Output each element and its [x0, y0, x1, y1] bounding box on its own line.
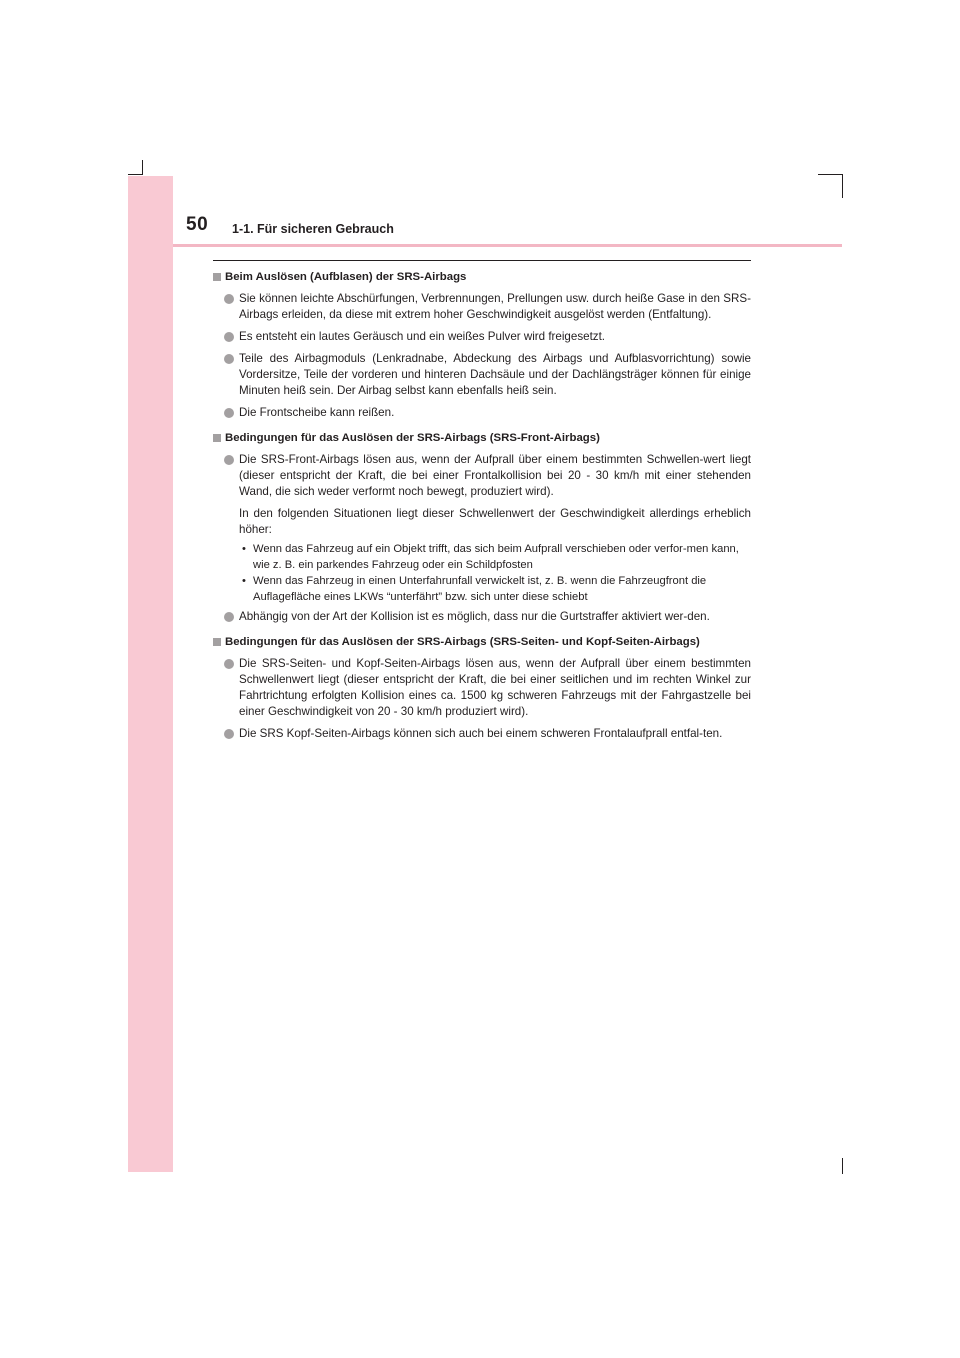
bullet-item [213, 351, 751, 399]
section-heading-text: Beim Auslösen (Aufblasen) der SRS-Airbags [225, 271, 467, 283]
bullet-text: Die Frontscheibe kann reißen. [239, 406, 395, 419]
round-bullet-icon [224, 354, 234, 364]
crop-mark-bottom-right [842, 1158, 843, 1174]
round-bullet-icon [224, 455, 234, 465]
bullet-item [213, 726, 751, 742]
bullet-item [213, 452, 751, 500]
crop-mark-top-right-vertical [842, 174, 843, 198]
crop-mark-top-left-vertical [142, 160, 143, 175]
bullet-item [213, 329, 751, 345]
sub-bullet-text: Wenn das Fahrzeug in einen Unterfahrunfall verwickelt ist, z. B. wenn die Fahrzeugfront die Auflagefläche eines LKWs “unterfährt” bzw. sich unter diese schiebt [253, 575, 707, 603]
square-bullet-icon [213, 638, 221, 646]
bullet-text: Die SRS-Front-Airbags lösen aus, wenn der Aufprall über einem bestimmten Schwellen-wert liegt (dieser entspricht der Kraft, die bei einer Frontalkollision bei 20 - 30 km/h mit einer stehenden Wand, die sich weder verformt noch bewegt, produziert wird). [239, 453, 751, 498]
round-bullet-icon [224, 294, 234, 304]
sub-bullet-text: Wenn das Fahrzeug auf ein Objekt trifft, das sich beim Aufprall verschieben oder verfor-men kann, wie z. B. ein parkendes Fahrzeug oder ein Schildpfosten [253, 543, 739, 571]
bullet-text: Es entsteht ein lautes Geräusch und ein weißes Pulver wird freigesetzt. [239, 330, 606, 343]
section-heading [213, 430, 751, 446]
round-bullet-icon [224, 659, 234, 669]
bullet-text: Teile des Airbagmoduls (Lenkradnabe, Abdeckung des Airbags und Aufblasvorrichtung) sowie Vordersitze, Teile der vorderen und hinteren Dachsäule und der Dachlängsträger können für einige Minuten heiß sein. Der Airbag selbst kann ebenfalls heiß sein. [239, 352, 751, 397]
margin-color-band [128, 176, 173, 1172]
bullet-item [213, 291, 751, 323]
crop-mark-top-left [128, 174, 142, 175]
bullet-text: Die SRS Kopf-Seiten-Airbags können sich auch bei einem schweren Frontalaufprall entfal-ten. [239, 727, 723, 740]
bullet-text: Abhängig von der Art der Kollision ist es möglich, dass nur die Gurtstraffer aktiviert wer-den. [239, 610, 710, 623]
round-bullet-icon [224, 332, 234, 342]
round-bullet-icon [224, 612, 234, 622]
square-bullet-icon [213, 434, 221, 442]
section-heading-text: Bedingungen für das Auslösen der SRS-Airbags (SRS-Seiten- und Kopf-Seiten-Airbags) [225, 636, 700, 648]
sub-bullet-mark: • [242, 543, 246, 555]
crop-mark-top-right [818, 174, 842, 175]
paragraph: In den folgenden Situationen liegt dieser Schwellenwert der Geschwindigkeit allerdings erheblich höher: [239, 507, 751, 536]
section-heading [213, 269, 751, 285]
bullet-text: Sie können leichte Abschürfungen, Verbrennungen, Prellungen usw. durch heiße Gase in den SRS-Airbags erleiden, da diese mit extrem hoher Geschwindigkeit ausgelöst werden (Entfaltung). [239, 292, 751, 321]
content-top-rule [213, 260, 751, 261]
section-heading-text: Bedingungen für das Auslösen der SRS-Airbags (SRS-Front-Airbags) [225, 432, 600, 444]
sub-bullet-mark: • [242, 575, 246, 587]
bullet-item [213, 656, 751, 720]
sub-bullet-item [213, 541, 751, 573]
square-bullet-icon [213, 273, 221, 281]
bullet-text: Die SRS-Seiten- und Kopf-Seiten-Airbags lösen aus, wenn der Aufprall über einem bestimmten Schwellenwert liegt (dieser entspricht der Kraft, die bei einer seitlichen und im rechten Winkel zur Fahrtrichtung erfolgten Kollision eines ca. 1500 kg schweren Fahrzeugs mit der Fahrgastzelle bei einer Geschwindigkeit von 20 - 30 km/h produziert wird). [239, 657, 751, 718]
round-bullet-icon [224, 729, 234, 739]
round-bullet-icon [224, 408, 234, 418]
page-number: 50 [186, 214, 209, 235]
sub-bullet-list [213, 541, 751, 605]
page-content [213, 269, 751, 748]
section-title: 1-1. Für sicheren Gebrauch [232, 222, 394, 236]
header-rule [173, 244, 842, 247]
sub-bullet-item [213, 573, 751, 605]
section-heading [213, 634, 751, 650]
bullet-item [213, 609, 751, 625]
bullet-item [213, 405, 751, 421]
